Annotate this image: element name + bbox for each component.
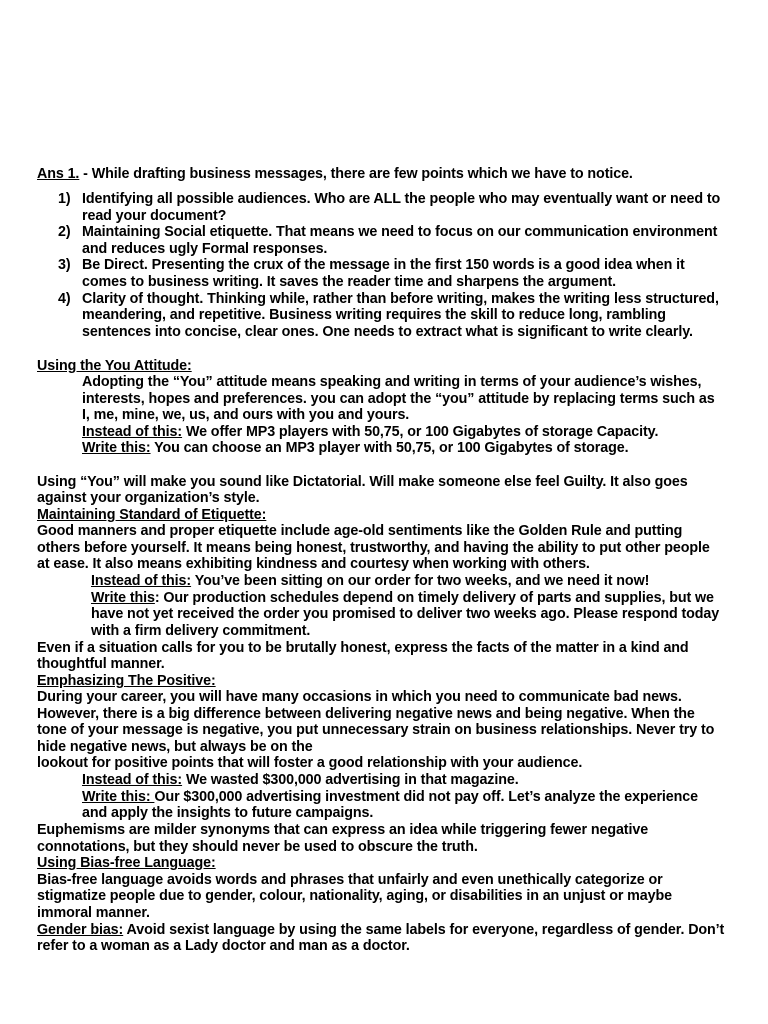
paragraph-line: Bias-free language avoids words and phrases that unfairly and even unethically categorize or [37, 872, 663, 888]
list-line: Maintaining Social etiquette. That means we need to focus on our communication environment [82, 224, 718, 241]
list-number: 3) [58, 257, 71, 274]
paragraph-line: interests, hopes and preferences. you can adopt the “you” attitude by replacing terms such as [82, 391, 715, 407]
gender-bias-line [37, 922, 724, 939]
list-item [58, 191, 721, 224]
instead-label: Instead of this: [91, 573, 192, 589]
list-line: Clarity of thought. Thinking while, rather than before writing, makes the writing less structured, [82, 290, 719, 307]
list-line: Be Direct. Presenting the crux of the message in the first 150 words is a good idea when it [82, 257, 685, 274]
paragraph-line: immoral manner. [37, 905, 150, 921]
list-line: read your document? [82, 207, 227, 224]
gender-bias-text: Avoid sexist language by using the same labels for everyone, regardless of gender. Don’t [123, 922, 725, 938]
list-item [58, 224, 720, 257]
example-write [82, 789, 698, 806]
write-text: You can choose an MP3 player with 50,75, or 100 Gigabytes of storage. [150, 440, 629, 456]
instead-label: Instead of this: [82, 772, 183, 788]
paragraph-line: During your career, you will have many occasions in which you need to communicate bad news. [37, 689, 682, 705]
section-heading: Using Bias-free Language: [37, 855, 216, 871]
paragraph-line: with a firm delivery commitment. [91, 623, 311, 639]
answer-label: Ans 1. [37, 166, 80, 182]
paragraph-line: I, me, mine, we, us, and ours with you and yours. [82, 407, 410, 423]
list-line: sentences into concise, clear ones. One needs to extract what is significant to write clearly. [82, 323, 693, 340]
instead-text: We wasted $300,000 advertising in that magazine. [182, 772, 519, 788]
list-line: meandering, and repetitive. Business writing requires the skill to reduce long, rambling [82, 307, 666, 324]
intro-text: - While drafting business messages, there are few points which we have to notice. [79, 166, 633, 182]
paragraph-line: others before yourself. It means being honest, trustworthy, and having the ability to put other people [37, 540, 710, 556]
paragraph-line: stigmatize people due to gender, colour, nationality, aging, or disabilities in an unjust or maybe [37, 888, 672, 904]
paragraph-line: Adopting the “You” attitude means speaking and writing in terms of your audience’s wishes, [82, 374, 702, 390]
instead-label: Instead of this: [82, 424, 183, 440]
points-list [58, 191, 721, 340]
list-line: and reduces ugly Formal responses. [82, 240, 328, 257]
paragraph-line: lookout for positive points that will foster a good relationship with your audience. [37, 755, 583, 771]
instead-text: You’ve been sitting on our order for two weeks, and we need it now! [191, 573, 650, 589]
paragraph-line: hide negative news, but always be on the [37, 739, 313, 755]
example-write [82, 440, 628, 457]
paragraph-line: connotations, but they should never be used to obscure the truth. [37, 839, 478, 855]
example-instead [82, 772, 519, 789]
paragraph-line: However, there is a big difference between delivering negative news and being negative. When the [37, 706, 695, 722]
paragraph-line: Using “You” will make you sound like Dictatorial. Will make someone else feel Guilty. It also goes [37, 474, 688, 490]
list-number: 4) [58, 290, 71, 307]
paragraph-line: and apply the insights to future campaigns. [82, 805, 374, 821]
list-item [58, 257, 720, 290]
paragraph-line: Good manners and proper etiquette include age-old sentiments like the Golden Rule and putting [37, 523, 683, 539]
section-heading: Maintaining Standard of Etiquette: [37, 507, 267, 523]
gender-bias-label: Gender bias: [37, 922, 124, 938]
instead-text: We offer MP3 players with 50,75, or 100 Gigabytes of storage Capacity. [182, 424, 659, 440]
example-instead [91, 573, 649, 590]
paragraph-line: thoughtful manner. [37, 656, 165, 672]
write-label: Write this [91, 590, 155, 606]
write-text: : Our production schedules depend on timely delivery of parts and supplies, but we [154, 590, 714, 606]
list-item [58, 290, 720, 341]
paragraph-line: against your organization’s style. [37, 490, 260, 506]
write-text: Our $300,000 advertising investment did not pay off. Let’s analyze the experience [154, 789, 698, 805]
list-number: 2) [58, 224, 71, 241]
intro-line [37, 166, 633, 183]
paragraph-line: Euphemisms are milder synonyms that can express an idea while triggering fewer negative [37, 822, 649, 838]
section-heading: Emphasizing The Positive: [37, 673, 216, 689]
section-heading: Using the You Attitude: [37, 358, 192, 374]
list-number: 1) [58, 191, 71, 207]
list-line: Identifying all possible audiences. Who are ALL the people who may eventually want or need to [82, 191, 721, 207]
paragraph-line: at ease. It also means exhibiting kindness and courtesy when working with others. [37, 556, 590, 572]
example-instead [82, 424, 658, 441]
list-line: comes to business writing. It saves the reader time and sharpens the argument. [82, 273, 617, 290]
paragraph-line: tone of your message is negative, you put unnecessary strain on business relationships. Never try to [37, 722, 715, 738]
example-write [91, 590, 714, 607]
paragraph-line: Even if a situation calls for you to be brutally honest, express the facts of the matter in a kind and [37, 640, 689, 656]
paragraph-line: refer to a woman as a Lady doctor and man as a doctor. [37, 938, 410, 954]
paragraph-line: have not yet received the order you promised to deliver two weeks ago. Please respond today [91, 606, 720, 622]
write-label: Write this: [82, 440, 151, 456]
write-label: Write this: [82, 789, 155, 805]
